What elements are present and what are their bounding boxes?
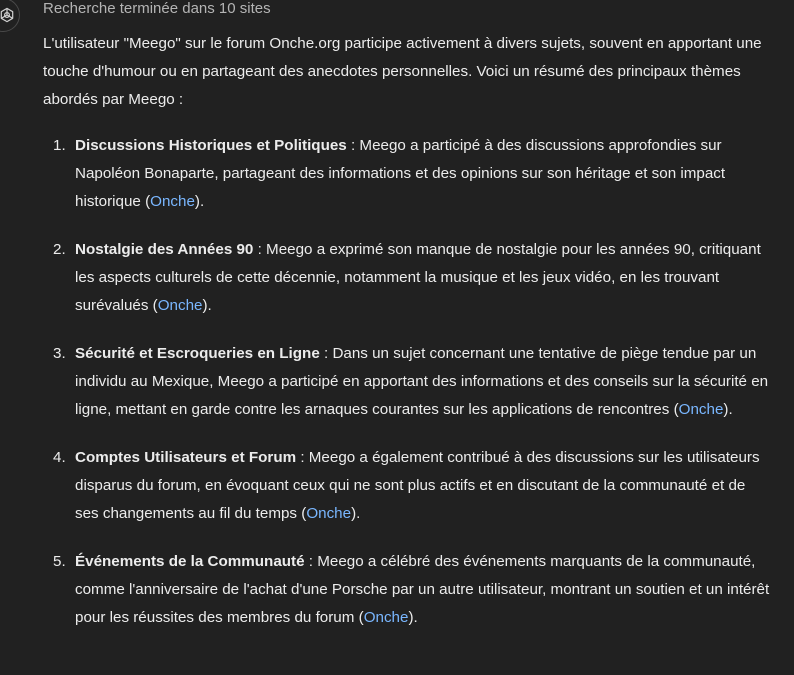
list-item bbox=[43, 340, 773, 424]
list-number: 5. bbox=[53, 553, 66, 570]
item-text: : Meego a participé à des discussions approfondies sur Napoléon Bonaparte, partageant des informations et des opinions sur son héritage et son impact historique ( bbox=[75, 137, 726, 210]
list-item bbox=[43, 548, 773, 632]
list-item bbox=[43, 132, 773, 216]
item-end: ). bbox=[194, 193, 205, 210]
list-item bbox=[43, 444, 773, 528]
source-link[interactable]: Onche bbox=[306, 505, 352, 522]
intro-paragraph: L'utilisateur "Meego" sur le forum Onche.org participe activement à divers sujets, souvent en apportant une touche d'humour ou en partageant des anecdotes personnelles. Voici un résumé des principaux thèmes abordés par Meego : bbox=[43, 35, 762, 108]
search-status[interactable]: Recherche terminée dans 10 sites bbox=[43, 0, 271, 17]
item-end: ). bbox=[202, 297, 212, 314]
list-item bbox=[43, 236, 773, 320]
assistant-message bbox=[43, 30, 773, 652]
item-text: : Meego a exprimé son manque de nostalgie pour les années 90, critiquant les aspects culturels de cette décennie, notamment la musique et les jeux vidéo, en les trouvant surévalués ( bbox=[75, 241, 761, 314]
list-number: 4. bbox=[53, 449, 66, 466]
item-text: : Dans un sujet concernant une tentative de piège tendue par un individu au Mexique, Meego a participé en apportant des informations et des conseils sur la sécurité en ligne, mettant en garde contre les arnaques courantes sur les applications de rencontres ( bbox=[75, 345, 769, 418]
item-text: : Meego a également contribué à des discussions sur les utilisateurs disparus du forum, en évoquant ceux qui ne sont plus actifs et en discutant de la communauté et de ses changements au fil du temps ( bbox=[75, 449, 760, 522]
list-number: 2. bbox=[53, 241, 66, 258]
source-link[interactable]: Onche bbox=[150, 193, 195, 210]
topics-list bbox=[43, 132, 773, 632]
item-title: Sécurité et Escroqueries en Ligne bbox=[75, 345, 320, 362]
item-title: Nostalgie des Années 90 bbox=[75, 241, 254, 258]
source-link[interactable]: Onche bbox=[363, 609, 409, 626]
item-end: ). bbox=[723, 401, 733, 418]
source-link[interactable]: Onche bbox=[157, 297, 203, 314]
item-end: ). bbox=[351, 505, 361, 522]
item-end: ). bbox=[408, 609, 418, 626]
item-text: : Meego a célébré des événements marquants de la communauté, comme l'anniversaire de l'achat d'une Porsche par un autre utilisateur, montrant un soutien et un intérêt pour les réussites des membres du forum ( bbox=[75, 553, 770, 626]
item-title: Comptes Utilisateurs et Forum bbox=[75, 449, 297, 466]
list-number: 3. bbox=[53, 345, 66, 362]
openai-logo-icon bbox=[0, 6, 16, 24]
item-title: Discussions Historiques et Politiques bbox=[75, 137, 347, 154]
assistant-avatar bbox=[0, 0, 20, 32]
source-link[interactable]: Onche bbox=[678, 401, 724, 418]
list-number: 1. bbox=[53, 137, 66, 154]
item-title: Événements de la Communauté bbox=[75, 553, 305, 570]
